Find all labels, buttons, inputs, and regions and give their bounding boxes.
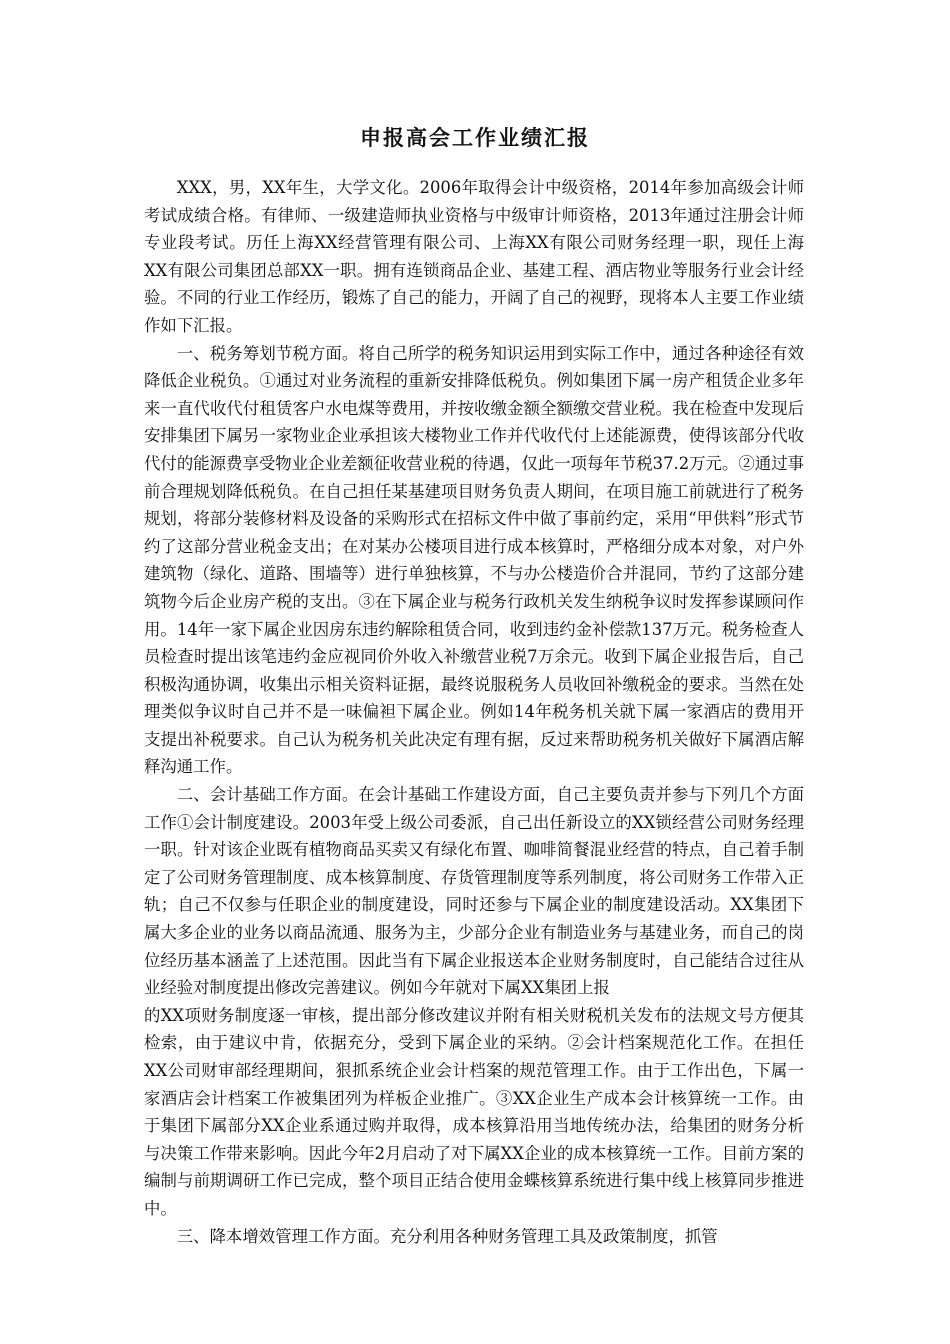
paragraph-intro: XXX，男，XX年生，大学文化。2006年取得会计中级资格，2014年参加高级会计师考试成绩合格。有律师、一级建造师执业资格与中级审计师资格，2013年通过注册会计师专业段考试。历任上海XX经营管理有限公司、上海XX有限公司财务经理一职，现任上海XX有限公司集团总部XX一职。拥有连锁商品企业、基建工程、酒店物业等服务行业会计经验。不同的行业工作经历，锻炼了自己的能力，开阔了自己的视野，现将本人主要工作业绩作如下汇报。: [144, 178, 804, 335]
paragraph-cost-reduction: 三、降本增效管理工作方面。充分利用各种财务管理工具及政策制度，抓管: [176, 1226, 718, 1246]
paragraph-tax-planning: 一、税务筹划节税方面。将自己所学的税务知识运用到实际工作中，通过各种途径有效降低企业税负。①通过对业务流程的重新安排降低税负。例如集团下属一房产租赁企业多年来一直代收代付租赁客户水电煤等费用，并按收缴金额全额缴交营业税。我在检查中发现后安排集团下属另一家物业企业承担该大楼物业工作并代收代付上述能源费，使得该部分代收代付的能源费享受物业企业差额征收营业税的待遇，仅此一项每年节税37.2万元。②通过事前合理规划降低税负。在自己担任某基建项目财务负责人期间，在项目施工前就进行了税务规划，将部分装修材料及设备的采购形式在招标文件中做了事前约定，采用“甲供料”形式节约了这部分营业税金支出；在对某办公楼项目进行成本核算时，严格细分成本对象，对户外建筑物（绿化、道路、围墙等）进行单独核算，不与办公楼造价合并混同，节约了这部分建筑物今后企业房产税的支出。③在下属企业与税务行政机关发生纳税争议时发挥参谋顾问作用。14年一家下属企业因房东违约解除租赁合同，收到违约金补偿款137万元。税务检查人员检查时提出该笔违约金应视同价外收入补缴营业税7万余元。收到下属企业报告后，自己积极沟通协调，收集出示相关资料证据，最终说服税务人员收回补缴税金的要求。当然在处理类似争议时自己并不是一味偏袒下属企业。例如14年税务机关就下属一家酒店的费用开支提出补税要求。自己认为税务机关此决定有理有据，反过来帮助税务机关做好下属酒店解释沟通工作。: [144, 343, 804, 777]
paragraph-accounting-basics: 二、会计基础工作方面。在会计基础工作建设方面，自己主要负责并参与下列几个方面工作①会计制度建设。2003年受上级公司委派，自己出任新设立的XX锁经营公司财务经理一职。针对该企业既有植物商品买卖又有绿化布置、咖啡简餐混业经营的特点，自己着手制定了公司财务管理制度、成本核算制度、存货管理制度等系列制度，将公司财务工作带入正轨；自己不仅参与任职企业的制度建设，同时还参与下属企业的制度建设活动。XX集团下属大多企业的业务以商品流通、服务为主，少部分企业有制造业务与基建业务，而自己的岗位经历基本涵盖了上述范围。因此当有下属企业报送本企业财务制度时，自己能结合过往从业经验对制度提出修改完善建议。例如今年就对下属XX集团上报: [144, 785, 804, 998]
paragraph-accounting-basics-continued: 的XX项财务制度逐一审核，提出部分修改建议并附有相关财税机关发布的法规文号方便其检索，由于建议中肯，依据充分，受到下属企业的采纳。②会计档案规范化工作。在担任XX公司财审部经理期间，狠抓系统企业会计档案的规范管理工作。由于工作出色，下属一家酒店会计档案工作被集团列为样板企业推广。③XX企业生产成本会计核算统一工作。由于集团下属部分XX企业系通过购并取得，成本核算沿用当地传统办法，给集团的财务分析与决策工作带来影响。因此今年2月启动了对下属XX企业的成本核算统一工作。目前方案的编制与前期调研工作已完成，整个项目正结合使用金蝶核算系统进行集中线上核算同步推进中。: [144, 1005, 804, 1218]
document-body: [144, 174, 804, 1250]
document-title: 申报高会工作业绩汇报: [360, 125, 590, 150]
